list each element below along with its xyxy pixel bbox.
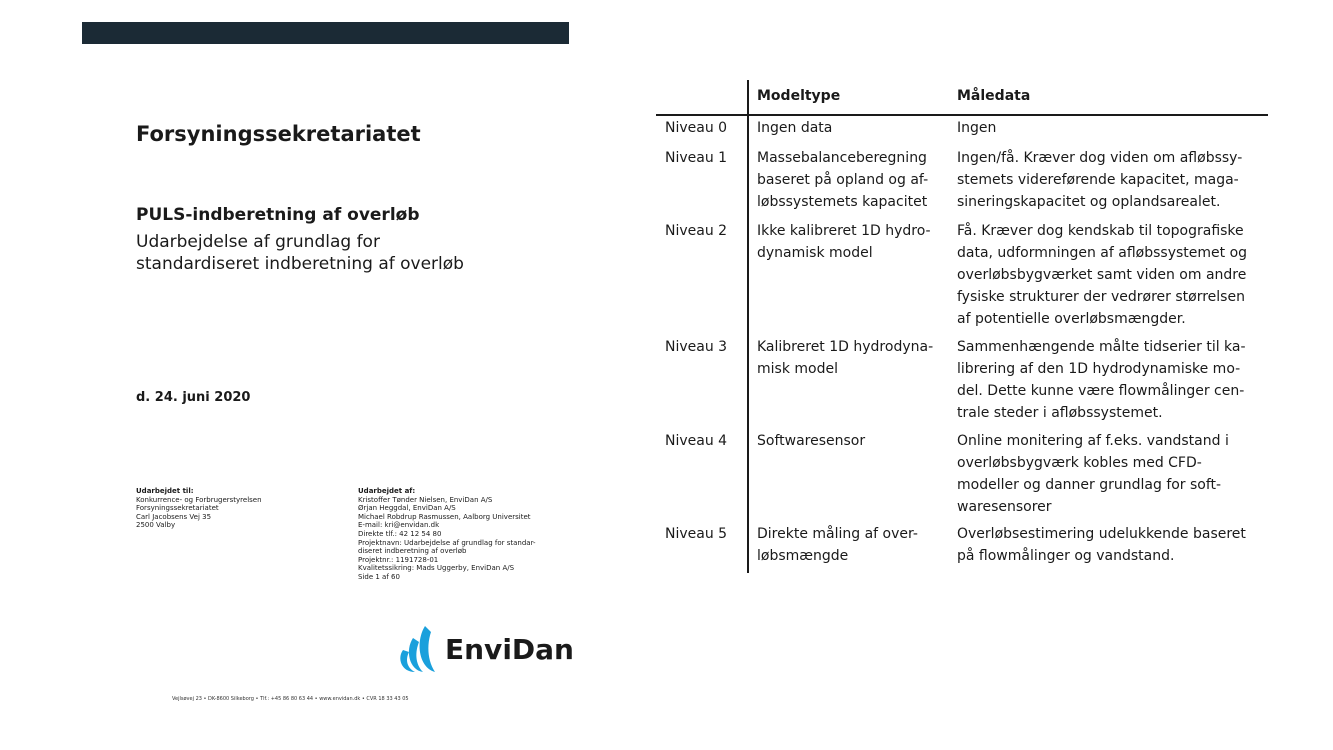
row-level: Niveau 2 xyxy=(665,223,728,239)
prepared-for-line: Forsyningssekretariatet xyxy=(136,504,219,513)
prepared-by-line: Direkte tlf.: 42 12 54 80 xyxy=(358,529,442,538)
row-maledata-line: Få. Kræver dog kendskab til topografiske xyxy=(957,223,1244,239)
row-maledata-line: trale steder i afløbssystemet. xyxy=(957,405,1163,421)
row-maledata-line: overløbsbygværk kobles med CFD- xyxy=(957,455,1202,471)
row-modeltype-line: Direkte måling af over- xyxy=(757,526,918,542)
prepared-by-line: Kristoffer Tønder Nielsen, EnviDan A/S xyxy=(358,495,493,504)
row-modeltype-line: dynamisk model xyxy=(757,245,873,261)
row-modeltype xyxy=(757,147,947,213)
prepared-for-heading: Udarbejdet til: xyxy=(136,487,194,495)
row-modeltype xyxy=(757,117,947,139)
row-modeltype-line: løbsmængde xyxy=(757,548,849,564)
table-header-rule xyxy=(656,114,1268,116)
row-maledata-line: Ingen/få. Kræver dog viden om afløbssy- xyxy=(957,150,1243,166)
row-maledata xyxy=(957,220,1267,330)
row-maledata-line: Overløbsestimering udelukkende baseret xyxy=(957,526,1246,542)
prepared-for-line: Carl Jacobsens Vej 35 xyxy=(136,512,212,521)
row-maledata xyxy=(957,147,1267,213)
row-modeltype xyxy=(757,430,947,452)
organization-name: Forsyningssekretariatet xyxy=(136,122,421,146)
row-maledata-line: librering af den 1D hydrodynamiske mo- xyxy=(957,361,1241,377)
header-maledata: Måledata xyxy=(957,88,1031,104)
row-maledata xyxy=(957,336,1267,424)
prepared-by-line: Ørjan Heggdal, EnviDan A/S xyxy=(358,504,456,513)
prepared-for-block xyxy=(136,487,336,530)
water-drop-icon xyxy=(395,624,441,674)
prepared-by-heading: Udarbejdet af: xyxy=(358,487,416,495)
logo-text: EnviDan xyxy=(445,632,574,666)
subtitle-line: standardiseret indberetning af overløb xyxy=(136,254,464,274)
row-maledata xyxy=(957,117,1267,139)
header-modeltype: Modeltype xyxy=(757,88,841,104)
report-subtitle xyxy=(136,231,556,275)
prepared-for-line: 2500 Valby xyxy=(136,521,176,530)
row-level: Niveau 4 xyxy=(665,433,728,449)
row-maledata-line: waresensorer xyxy=(957,499,1052,515)
row-maledata-line: på flowmålinger og vandstand. xyxy=(957,548,1175,564)
row-maledata-line: fysiske strukturer der vedrører størrelsen xyxy=(957,289,1245,305)
row-modeltype-line: Ikke kalibreret 1D hydro- xyxy=(757,223,931,239)
row-maledata-line: sineringskapacitet og oplandsarealet. xyxy=(957,194,1221,210)
envidan-logo xyxy=(395,624,574,674)
row-maledata-line: Ingen xyxy=(957,120,997,136)
row-modeltype xyxy=(757,220,947,264)
prepared-by-line: Projektnavn: Udarbejdelse af grundlag for standar- xyxy=(358,538,536,547)
row-maledata-line: modeller og danner grundlag for soft- xyxy=(957,477,1222,493)
row-modeltype xyxy=(757,336,947,380)
row-level: Niveau 3 xyxy=(665,339,728,355)
row-maledata-line: Sammenhængende målte tidserier til ka- xyxy=(957,339,1246,355)
row-modeltype-line: løbssystemets kapacitet xyxy=(757,194,928,210)
report-title: PULS-indberetning af overløb xyxy=(136,205,420,225)
row-level: Niveau 5 xyxy=(665,526,728,542)
row-modeltype-line: baseret på opland og af- xyxy=(757,172,929,188)
row-maledata-line: del. Dette kunne være flowmålinger cen- xyxy=(957,383,1245,399)
prepared-for-line: Konkurrence- og Forbrugerstyrelsen xyxy=(136,495,262,504)
prepared-by-line: Side 1 af 60 xyxy=(358,572,400,581)
prepared-by-block xyxy=(358,487,558,582)
row-modeltype-line: misk model xyxy=(757,361,838,377)
row-modeltype-line: Massebalanceberegning xyxy=(757,150,927,166)
row-maledata-line: Online monitering af f.eks. vandstand i xyxy=(957,433,1229,449)
report-date: d. 24. juni 2020 xyxy=(136,390,251,405)
cover-footer: Vejlsøvej 23 • DK-8600 Silkeborg • Tlf.: +45 86 80 63 44 • www.envidan.dk • CVR 18 33 43 05 xyxy=(172,696,409,702)
row-modeltype-line: Kalibreret 1D hydrodyna- xyxy=(757,339,934,355)
row-maledata-line: stemets videreførende kapacitet, maga- xyxy=(957,172,1239,188)
row-maledata-line: overløbsbygværket samt viden om andre xyxy=(957,267,1247,283)
table-vertical-rule xyxy=(747,80,749,573)
row-modeltype-line: Softwaresensor xyxy=(757,433,866,449)
row-maledata xyxy=(957,523,1267,567)
row-modeltype-line: Ingen data xyxy=(757,120,833,136)
prepared-by-line: diseret indberetning af overløb xyxy=(358,547,467,556)
prepared-by-line: Projektnr.: 1191728-01 xyxy=(358,555,439,564)
prepared-by-line: Michael Robdrup Rasmussen, Aalborg Universitet xyxy=(358,512,531,521)
row-maledata-line: data, udformningen af afløbssystemet og xyxy=(957,245,1248,261)
row-level: Niveau 1 xyxy=(665,150,728,166)
subtitle-line: Udarbejdelse af grundlag for xyxy=(136,232,380,252)
row-maledata-line: af potentielle overløbsmængder. xyxy=(957,311,1186,327)
row-modeltype xyxy=(757,523,947,567)
row-maledata xyxy=(957,430,1267,518)
row-level: Niveau 0 xyxy=(665,120,728,136)
prepared-by-line: Kvalitetssikring: Mads Uggerby, EnviDan A/S xyxy=(358,564,515,573)
prepared-by-line: E-mail: kri@envidan.dk xyxy=(358,521,440,530)
cover-top-bar xyxy=(82,22,569,44)
